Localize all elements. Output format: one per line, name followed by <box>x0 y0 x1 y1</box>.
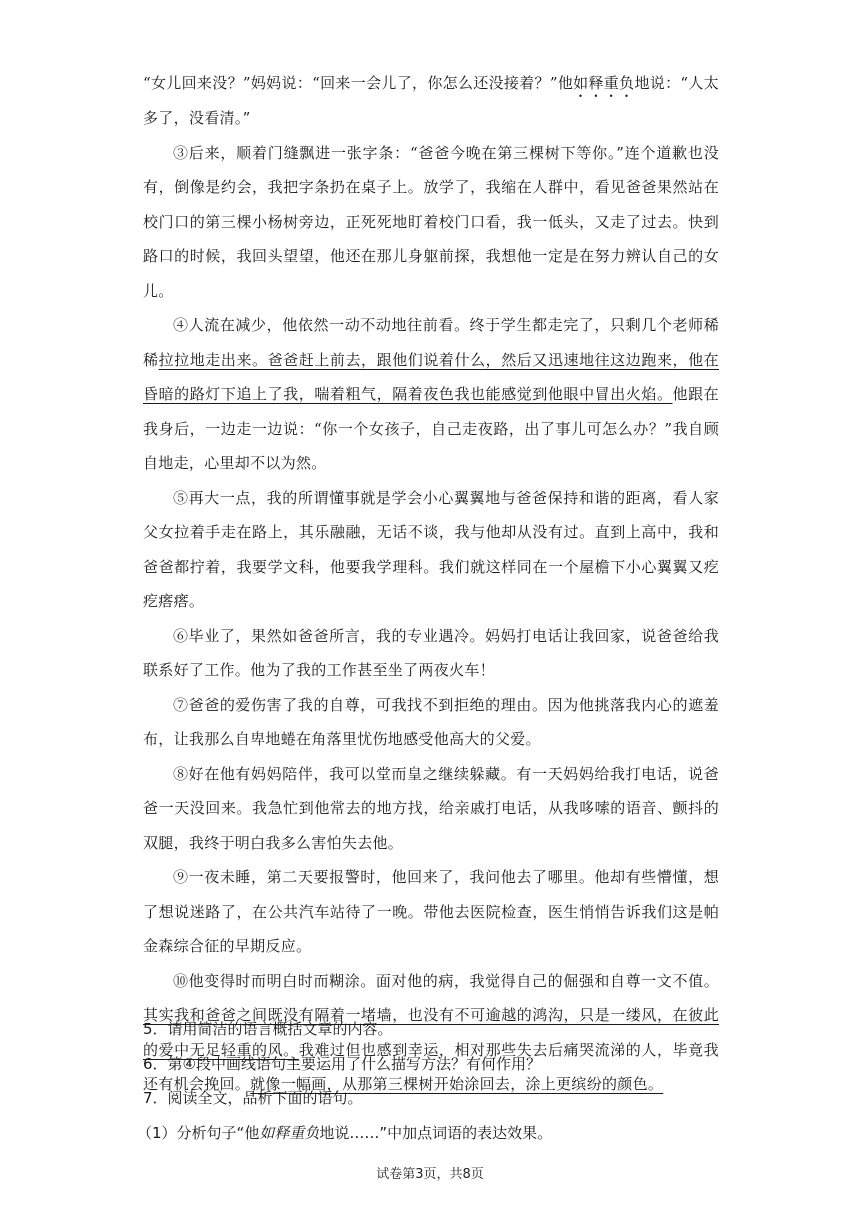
underlined-sentence: 其实我和爸爸之间既没有隔着一堵墙，也没有不可逾越的鸿沟，只是一缕风，在彼此的爱中无足轻重的风。 <box>143 1006 719 1059</box>
text-run: 地说：“人太多了，没看清。” <box>143 74 719 127</box>
underlined-sentence: 就像一幅画，从那第三棵树开始涂回去，涂上更缤纷的颜色。 <box>250 1075 664 1093</box>
question-7: 7．阅读全文，品析下面的语句。 <box>143 1089 363 1107</box>
paragraph-4 <box>143 308 719 481</box>
question-6: 6．第④段中画线语句主要运用了什么描写方法？有何作用？ <box>143 1054 541 1073</box>
question-list <box>137 1012 719 1150</box>
paragraph-6: ⑥毕业了，果然如爸爸所言，我的专业遇冷。妈妈打电话让我回家，说爸爸给我联系好了工作。他为了我的工作甚至坐了两夜火车！ <box>143 626 719 679</box>
paragraph-3: ③后来，顺着门缝飘进一张字条：“爸爸今晚在第三棵树下等你。”连个道歉也没有，倒像是约会，我把字条扔在桌子上。放学了，我缩在人群中，看见爸爸果然站在校门口的第三棵小杨树旁边，正死死地盯着校门口看，我一低头，又走了过去。快到路口的时候，我回头望望，他还在那儿身躯前探，我想他一定是在努力辨认自己的女儿。 <box>143 143 719 300</box>
paragraph-7: ⑦爸爸的爱伤害了我的自尊，可我找不到拒绝的理由。因为他挑落我内心的遮羞布，让我那么自卑地蜷在角落里忧伤地感受他高大的父爱。 <box>143 695 719 748</box>
paragraph-5: ⑤再大一点，我的所谓懂事就是学会小心翼翼地与爸爸保持和谐的距离，看人家父女拉着手走在路上，其乐融融，无话不谈，我与他却从没有过。直到上高中，我和爸爸都拧着，我要学文科，他要我学理科。我们就这样同在一个屋檐下小心翼翼又疙疙瘩瘩。 <box>143 488 719 610</box>
reading-passage <box>143 66 719 1102</box>
text-run: 他跟在我身后，一边走一边说：“你一个女孩子，自己走夜路，出了事儿可怎么办？”我自顾自地走，心里却不以为然。 <box>143 385 719 472</box>
text-run: 地说……”中加点词语的表达效果。 <box>319 1123 553 1142</box>
text-run: （1）分析句子“他 <box>137 1123 260 1142</box>
question-7-part-1 <box>137 1116 719 1151</box>
text-run: “女儿回来没？”妈妈说：“回来一会儿了，你怎么还没接着？”他 <box>143 74 574 92</box>
text-run: ⑩他变得时而明白时而糊涂。面对他的病，我觉得自己的倔强和自尊一文不值。 <box>173 971 719 990</box>
paragraph-dialogue <box>143 66 719 136</box>
paragraph-8: ⑧好在他有妈妈陪伴，我可以堂而皇之继续躲藏。有一天妈妈给我打电话，说爸爸一天没回来。我急忙到他常去的地方找，给亲戚打电话，从我哆嗦的语音、颤抖的双腿，我终于明白我多么害怕失去他。 <box>143 764 719 852</box>
page-footer: 试卷第3页，共8页 <box>376 1167 484 1182</box>
text-run: ④人流在减少，他依然一动不动地往前看。终于学生都走完了，只剩几个老师稀稀 <box>143 316 719 369</box>
underlined-sentence: 拉拉地走出来。爸爸赶上前去，跟他们说着什么，然后又迅速地往这边跑来，他在昏暗的路灯下追上了我，喘着粗气，隔着夜色我也能感觉到他眼中冒出火焰。 <box>143 350 719 403</box>
text-run: 我难过但也感到幸运，相对那些失去后痛哭流涕的人，毕竟我还有机会挽回。 <box>143 1040 719 1093</box>
question-5: 5．请用简洁的语言概括文章的内容。 <box>143 1020 393 1038</box>
dotted-emphasis-phrase: 如释重负 <box>573 74 635 92</box>
italic-phrase: 如释重负 <box>259 1123 320 1142</box>
paragraph-9: ⑨一夜未睡，第二天要报警时，他回来了，我问他去了哪里。他却有些懵懂，想了想说迷路了，在公共汽车站待了一晚。带他去医院检查，医生悄悄告诉我们这是帕金森综合征的早期反应。 <box>143 868 719 955</box>
